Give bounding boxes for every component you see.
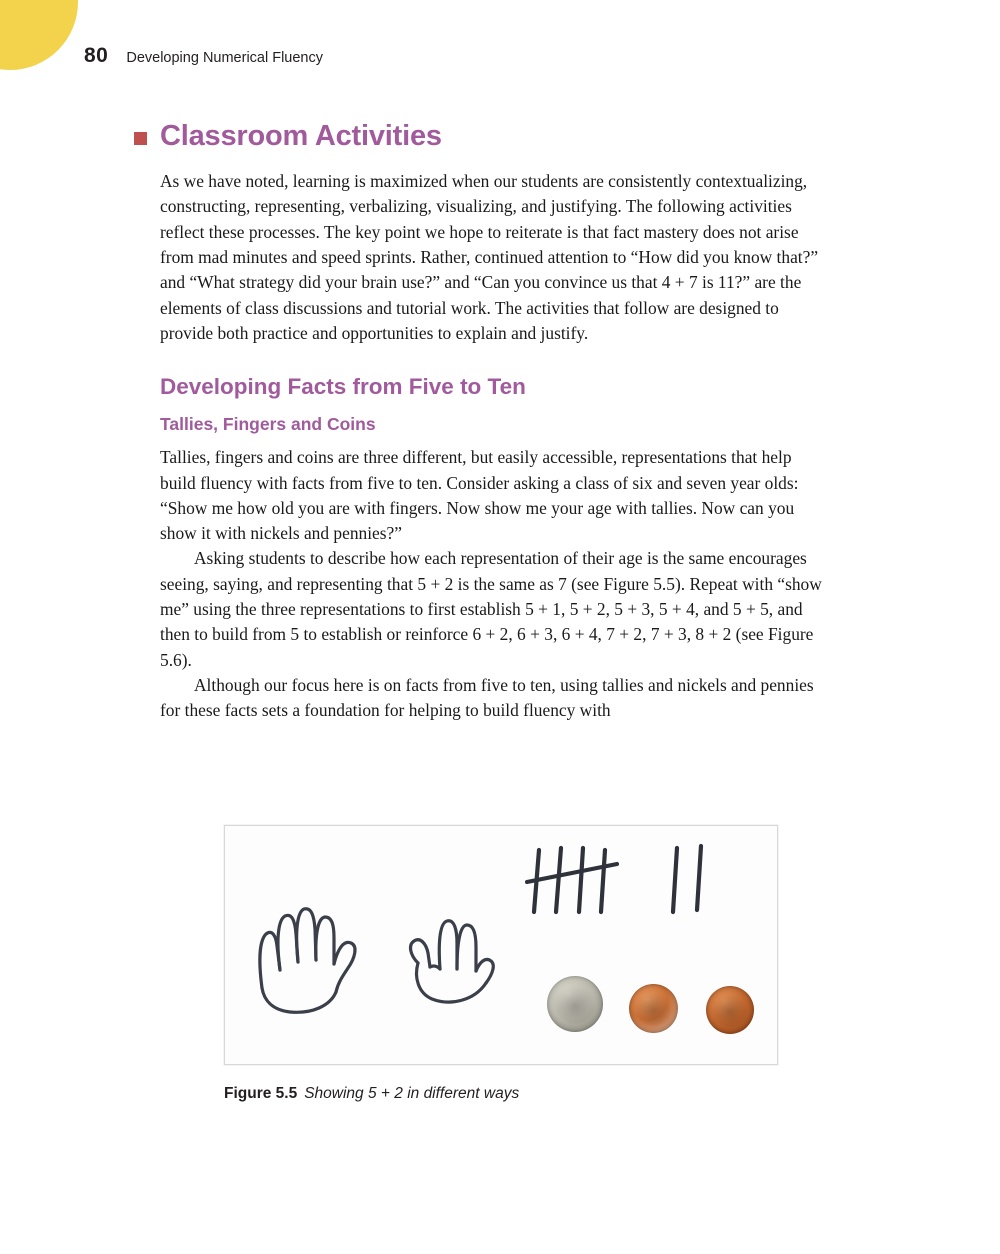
penny-coin-2 [706, 986, 754, 1034]
penny-face-1 [636, 991, 671, 1026]
page-number: 80 [84, 44, 109, 67]
decorative-corner-circle [0, 0, 78, 70]
tally-marks-icon [525, 842, 745, 937]
hand-two-fingers-icon [400, 911, 510, 1016]
running-title: Developing Numerical Fluency [126, 50, 324, 66]
page-title [160, 120, 825, 153]
body-paragraph-3: Although our focus here is on facts from five to ten, using tallies and nickels and pennies for these facts sets a foundation for helping to build fluency with [160, 675, 814, 721]
running-head [84, 44, 323, 68]
square-bullet-icon [134, 132, 147, 145]
penny-face-2 [713, 993, 748, 1028]
nickel-face [555, 984, 595, 1024]
page-content [160, 120, 825, 724]
body-paragraph-1: Tallies, fingers and coins are three different, but easily accessible, representations that help build fluency with facts from five to ten. Consider asking a class of six and seven year olds: “Show me how old you are with fingers. Now show me your age with tallies. Now can you show it with nickels and pennies?” [160, 447, 799, 544]
subsection-subheading: Tallies, Fingers and Coins [160, 414, 376, 435]
figure-caption-label: Figure 5.5 [224, 1085, 298, 1102]
body-paragraph-2: Asking students to describe how each representation of their age is the same encourages seeing, saying, and representing that 5 + 2 is the same as 7 (see Figure 5.5). Repeat with “show me” using the three representations to first establish 5 + 1, 5 + 2, 5 + 3, 5 + 4, and 5 + 5, and then to build from 5 to establish or reinforce 6 + 2, 6 + 3, 6 + 4, 7 + 2, 7 + 3, 8 + 2 (see Figure 5.6). [160, 548, 822, 670]
figure-caption-description: Showing 5 + 2 in different ways [304, 1085, 520, 1102]
nickel-coin [547, 976, 603, 1032]
figure-image [224, 825, 778, 1065]
intro-paragraph: As we have noted, learning is maximized when our students are consistently contextualizing, constructing, representing, verbalizing, visualizing, and justifying. The following activities reflect these processes. The key point we hope to reiterate is that fact mastery does not arise from mad minutes and speed sprints. Rather, continued attention to “How did you know that?” and “What strategy did your brain use?” and “Can you convince us that 4 + 7 is 11?” are the elements of class discussions and tutorial work. The activities that follow are designed to provide both practice and opportunities to explain and justify. [160, 171, 819, 343]
subsection-heading: Developing Facts from Five to Ten [160, 374, 526, 400]
penny-coin-1 [629, 984, 678, 1033]
section-title-text: Classroom Activities [160, 120, 442, 152]
figure-5-5 [224, 825, 780, 1103]
open-hand-five-fingers-icon [250, 888, 380, 1018]
figure-caption [224, 1085, 780, 1103]
